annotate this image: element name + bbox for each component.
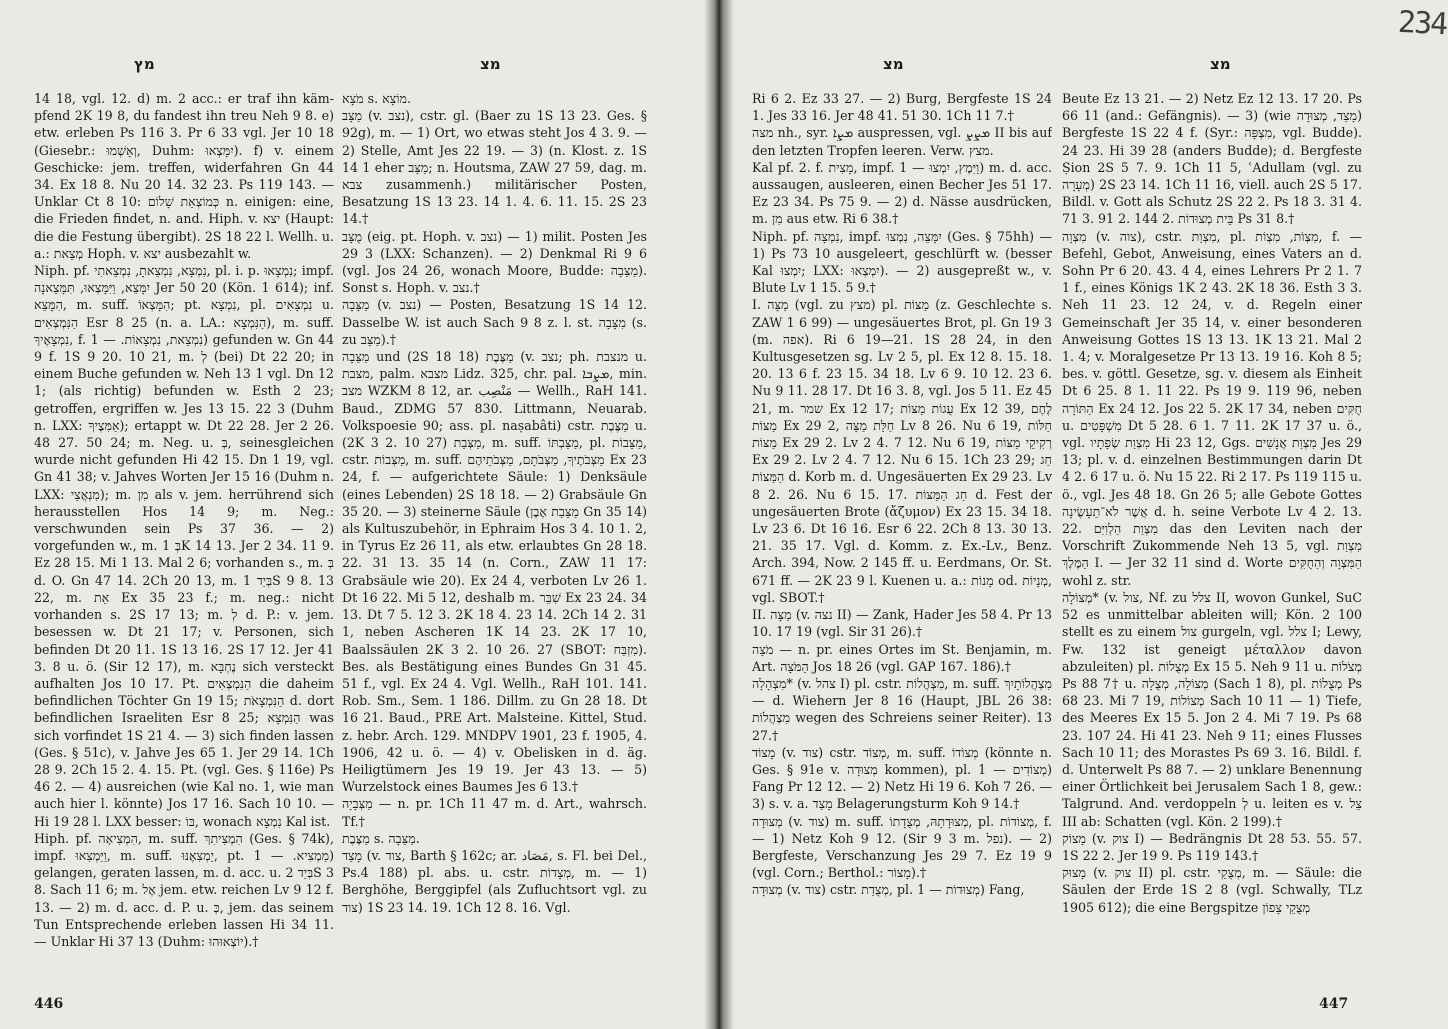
left-col2-entry-7: מַצֶּבֶת s. מַצֵּבָה. xyxy=(342,830,420,846)
left-col2-entry-2: מַצָּב (v. נצב), cstr. gl. (Baer zu 1S 13 23. Ges. § 92g), m. — 1) Ort, wo etwas steht Jos 4 3. 9. — 2) Stelle, Amt Jes 22 19. — 3) (n. Klost. z. 1S 14 1 eher מַצָּב; n. Houtsma, ZAW 27 59, dag. m. צבא zusammenh.) militärischer Posten, Besatzung 1S 13 23. 14 1. 4. 6. 11. 15. 2S 23 14.† xyxy=(342,108,647,227)
right-col1-entry-10: מְצוּדָה (v. צוד) m. suff. מְצוּדָתָהּ, מְצֻדָתוֹ, pl. מְצוֹדוֹת, f. — 1) Netz Koh 9 12. (Sir 9 3 m. נפל). — 2) Bergfeste, Verschanzung Jes 29 7. Ez 19 9 (vgl. Corn.; Berthol.: מָצוֹר).† xyxy=(752,813,1052,881)
right-page xyxy=(723,0,1448,1029)
left-page-column-1 xyxy=(34,90,334,990)
right-col1-entry-8: מִצְהָלָה* (v. צהל I) pl. cstr. מִצְהֲלוֹת, m. suff. מִצְהֲלוֹתָיִךְ — d. Wiehern Jer 8 16 (Haupt, JBL 26 38: מִצְהֲלוֹת wegen des Schreiens seiner Reiter). 13 27.† xyxy=(752,675,1052,743)
right-col1-entry-7: מֹצָה — n. pr. eines Ortes im St. Benjamin, m. Art. הַמֹּצָה Jos 18 26 (vgl. GAP 167. 186).† xyxy=(752,641,1052,674)
right-col1-entry-1: Ri 6 2. Ez 33 27. — 2) Burg, Bergfeste 1S 24 1. Jes 33 16. Jer 48 41. 51 30. 1Ch 11 7.† xyxy=(752,91,1052,124)
running-head-right-outer: מצ xyxy=(1210,55,1231,73)
left-col1-para-3: Hiph. pf. הִמְצִיאָה, m. suff. הִמְצִיתִךְ (Ges. § 74k), impf. וַיַּמְצִאוּ, m. suff. יַמְצִאֶנּוּ, pt. מַמְצִיא. — 1) gelangen, geraten lassen, m. d. acc. u. בְּיַד 2S 3 8. Sach 11 6; m. אֶל jem. etw. reichen Lv 9 12 f. 13. — 2) m. d. acc. d. P. u. כְּ, jem. das seinem Tun Entsprechende erleben lassen Hi 34 11. — Unklar Hi 37 13 (Duhm: יוֹצְאוּהוּ).† xyxy=(34,830,334,949)
left-col1-para-1: 14 18, vgl. 12. d) m. 2 acc.: er traf ihn käm-pfend 2K 19 8, du fandest ihn treu Neh 9 8. e) etw. erleben Ps 116 3. Pr 6 33 vgl. Jer 10 18 (Giesebr.: וְאָשְׁמוּ, Duhm: יִמָּצְאוּ). f) v. einem Geschicke: jem. treffen, widerfahren Gn 44 34. Ex 18 8. Nu 20 14. 32 23. Ps 119 143. — Unklar Ct 8 10: כְּמוֹצְאֵת שָׁלוֹם n. einigen: eine, die Frieden findet, n. and. Hiph. v. יצא (Haupt: die die Festung übergibt). 2S 18 22 l. Wellh. u. a.: מְצֵאת Hoph. v. יצא ausbezahlt w. xyxy=(34,91,334,261)
running-head-left-outer: מץ xyxy=(134,55,155,73)
right-col1-entry-11: מְצוּדָה (v. צוד) cstr. מְצֻדַת, pl. מְצוּדוֹת — 1) Fang, xyxy=(752,882,1025,898)
right-page-column-1 xyxy=(752,90,1052,990)
right-col1-entry-4: Niph. pf. נִמְצָה, impf. יִמָּצֵה, נִמְצוּ (Ges. § 75hh) — 1) Ps 73 10 ausgeleert, geschlürft w. (besser Kal יִמְצוּ; LXX: יִמְצְאוּ). — 2) ausgepreßt w., v. Blute Lv 1 15. 5 9.† xyxy=(752,228,1052,296)
left-col1-para-2: Niph. pf. נִמְצָא, נִמְצֵאתָ, נִמְצֵאתִי, pl. i. p. נִמְצָאוּ; impf. יִמָּצֵא, וַיִּמָּצְאוּ, תִּמָּצֵאנָה Jer 50 20 (Kön. 1 614); inf. הִמָּצֵא, m. suff. הִמָּצְאוֹ; pt. נִמְצָא, pl. נִמְצָאִים u. הַנִּמְצְאִים Esr 8 25 (n. a. LA.: הַנִּמְצָא), m. suff. נִמְצָאֶיךָ, f. נִמְצֵאת, נִמְצָאוֹת. — 1) gefunden w. Gn 44 9 f. 1S 9 20. 10 21, m. לְ (bei) Dt 22 20; in einem Buche gefunden w. Neh 13 1 vgl. Dn 12 1; (als richtig) befunden w. Esth 2 23; getroffen, ergriffen w. Jes 13 15. 22 3 (Duhm n. LXX: אַמִּצֶיךָ); ertappt w. Dt 22 28. Jer 2 26. 48 27. 50 24; m. Neg. u. בְּ, seinesgleichen wurde nicht gefunden Hi 42 15. Dn 1 19, vgl. Gn 41 38; v. Jahves Worten Jer 15 16 (Duhm n. LXX: מִנְאֲצַי); m. מִן als v. jem. herrührend sich herausstellen Hos 14 9; m. Neg.: verschwunden sein Ps 37 36. — 2) vorgefunden w., m. בְּ 1K 14 13. Jer 2 34. 11 9. Ez 28 15. Mi 1 13. Mal 2 6; vorhanden s., m. בְּ d. O. Gn 47 14. 2Ch 20 13, m. בְּיַד 1S 9 8. 13 22, m. אֵת Ex 35 23 f.; m. neg.: nicht vorhanden s. 2S 17 13; m. לְ d. P.: v. jem. besessen w. Dt 21 17; v. Personen, sich befinden Dt 20 11. 1S 13 16. 2S 17 12. Jer 41 3. 8 u. ö. (Sir 12 17), m. נֶחְבָּא sich versteckt aufhalten Jos 10 17. Pt. הַנִּמְצְאִים die daheim befindlichen Töchter Gn 19 15; הַנִּמְצָאֹת d. dort befindlichen Israeliten Esr 8 25; הַנִּמְצָא was sich vorfindet 1S 21 4. — 3) sich finden lassen (Ges. § 51c), v. Jahve Jes 65 1. Jer 29 14. 1Ch 28 9. 2Ch 15 2. 4. 15. Pt. (vgl. Ges. § 116e) Ps 46 2. — 4) ausreichen (wie Kal no. 1, wie man auch hier l. könnte) Jos 17 16. Sach 10 10. — Hi 19 28 l. LXX besser: בּוֹ, wonach נִמְצָא Kal ist. xyxy=(34,263,334,829)
right-col2-entry-4: מָצוֹק (v. צוק I) — Bedrängnis Dt 28 53. 55. 57. 1S 22 2. Jer 19 9. Ps 119 143.† xyxy=(1062,830,1362,863)
right-page-number: 447 xyxy=(1319,996,1349,1012)
right-col2-entry-1: Beute Ez 13 21. — 2) Netz Ez 12 13. 17 20. Ps 66 11 (and.: Gefängnis). — 3) (wie מָצַד, מְצוּדָה) Bergfeste 1S 22 4 f. (Syr.: מִצְפָּה, vgl. Budde). 24 23. Hi 39 28 (anders Budde); d. Bergfeste Ṣion 2S 5 7. 9. 1Ch 11 5, ʿAdullam (vgl. zu מְעָרָה) 2S 23 14. 1Ch 11 16, viell. auch 2S 5 17. Bildl. v. Gott als Schutz 2S 22 2. Ps 18 3. 31 4. 71 3. 91 2. 144 2. בֵּית מְצוּדוֹת Ps 31 8.† xyxy=(1062,91,1362,227)
running-head-right-inner: מצ xyxy=(883,55,904,73)
right-col1-entry-9: מָצוֹד (v. צוד) cstr. מְצוֹד, m. suff. מְצוֹדוֹ (könnte n. Ges. § 91e v. מְצוּדָה kommen), pl. מְצוֹדִים — 1) Fang Pr 12 12. — 2) Netz Hi 19 6. Koh 7 26. — 3) s. v. a. מָצַד Belagerungsturm Koh 9 14.† xyxy=(752,744,1052,812)
right-col2-entry-2: מִצְוָה (v. צוה), cstr. מִצְוַת, pl. מִצְוֹת, מִצְוֹת, f. — Befehl, Gebot, Anweisung, eines Vaters an d. Sohn Pr 6 20. 43. 4 4, eines Lehrers Pr 2 1. 7 1 f., eines Königs 1K 2 43. 2K 18 36. Esth 3 3. Neh 11 23. 12 24, v. d. Regeln einer Gemeinschaft Jer 35 14, v. einer besonderen Anweisung Gottes 1S 13 13. 1K 13 21. Mal 2 1. 4; v. Moralgesetze Pr 13 13. 19 16. Koh 8 5; bes. v. göttl. Gesetze, sg. v. diesem als Einheit Dt 6 25. 8 1. 11 22. Ps 19 9. 119 96, neben הַתּוֹרָה Ex 24 12. Jos 22 5. 2K 17 34, neben חֻקִּים u. מִשְׁפָּטִים Dt 5 28. 6 1. 7 11. 2K 17 37 u. ö., vgl. מִצְוַת שְׂפָתָיו Hi 23 12, Ggs. מִצְוַת אֲנָשִׁים Jes 29 13; pl. v. d. einzelnen Bestimmungen darin Dt 4 2. 6 17 u. ö. Nu 15 22. Ri 2 17. Ps 119 115 u. ö., vgl. Jes 48 18. Gn 26 5; alle Gebote Gottes אֲשֶׁר לֹא־תֵעָשֶׂינָה d. h. seine Verbote Lv 4 2. 13. 22. מִצְוַת הַלְוִיִּם das den Leviten nach der Vorschrift Zukommende Neh 13 5, vgl. מִצְוַת הַמֶּלֶךְ I. — Jer 32 11 sind d. Worte הַמִּצְוָה וְהַחֻקִּים wohl z. str. xyxy=(1062,228,1362,588)
right-col2-entry-5: מָצוּק (v. צוק II) pl. cstr. מְצֻקֵי, m. — Säule: die Säulen der Erde 1S 2 8 (vgl. Schwally, TLz 1905 612); die eine Bergspitze מְצֻקֵי צָפוֹן xyxy=(1062,865,1362,915)
right-col1-entry-3: Kal pf. 2. f. מָצִית, impf. וַיִּמֶץ, יִמְצוּ — 1) m. d. acc. aussaugen, ausleeren, einen Becher Jes 51 17. Ez 23 34. Ps 75 9. — 2) d. Nässe ausdrücken, m. מִן aus etw. Ri 6 38.† xyxy=(752,159,1052,227)
right-col2-entry-3: מְצוֹלָה* (v. צול, Nf. zu צלל II, wovon Gunkel, SuC 52 es unmittelbar ableiten will; Kön. 2 100 stellt es zu einem צול gurgeln, vgl. צלל I; Lewy, Fw. 132 ist geneigt μέταλλον davon abzuleiten) pl. מְצֻלוֹת Ex 15 5. Neh 9 11 u. מְצֹלוֹת Ps 88 7† u. מְצוֹלָה, מְצֻלָה (Sach 1 8), pl. מְצֻלוֹת Ps 68 23. Mi 7 19, מְצוֹלוֹת Sach 10 11 — 1) Tiefe, des Meeres Ex 15 5. Jon 2 4. Mi 7 19. Ps 68 23. 107 24. Hi 41 23. Neh 9 11; eines Flusses Sach 10 11; des Morastes Ps 69 3. 16. Bildl. f. d. Unterwelt Ps 88 7. — 2) unklare Benennung einer Örtlichkeit bei Jerusalem Sach 1 8, gew.: Talgrund. And. verdoppeln לְ u. leiten es v. צֵל III ab: Schatten (vgl. Kön. 2 199).† xyxy=(1062,589,1362,829)
left-page-number: 446 xyxy=(34,996,64,1012)
right-col1-entry-5: I. מַצָּה (vgl. zu מצץ) pl. מַצּוֹת (z. Geschlechte s. ZAW 1 6 99) — ungesäuertes Brot, pl. Gn 19 3 (m. אפה). Ri 6 19—21. 1S 28 24, in den Kultusgesetzen sg. Lv 2 5, pl. Ex 12 8. 15. 18. 20. 13 6 f. 23 15. 34 18. Lv 6 9. 10 12. 23 6. Nu 9 11. 28 17. Dt 16 3. 8, vgl. Jos 5 11. Ez 45 21, m. שמר Ex 12 17; עֻגוֹת מַצּוֹת Ex 12 39, לֶחֶם מַצּוֹת Ex 29 2, חַלַּת מַצָּה Lv 8 26. Nu 6 19, חַלּוֹת מַצּוֹת Ex 29 2. Lv 2 4. 7 12. Nu 6 19, רְקִיקֵי מַצּוֹת Ex 29 2. Lv 2 4. 7 12. Nu 6 15. 1Ch 23 29; חַג הַמַּצּוֹת d. Korb m. d. Ungesäuerten Ex 29 23. Lv 8 2. 26. Nu 6 15. 17. חַג הַמַּצּוֹת d. Fest der ungesäuerten Brote (ἄζυμον) Ex 23 15. 34 18. Lv 23 6. Dt 16 16. Esr 6 22. 2Ch 8 13. 30 13. 21. 35 17. Vgl. d. Komm. z. Ex.-Lv., Benz. Arch. 394, Now. 2 145 ff. u. Eerdmans, Or. St. 671 ff. — 2K 23 9 l. Kuenen u. a.: מָנוֹת od. מְנָיוֹת, vgl. SBOT.† xyxy=(752,297,1052,605)
right-page-column-2 xyxy=(1062,90,1362,990)
left-col2-entry-8: מָצַד (v. צוד, Barth § 162c; ar. مَصَاد, s. Fl. bei Del., Ps.4 188) pl. abs. u. cstr. מְצָדוֹת, m. — 1) Berghöhe, Berggipfel (als Zufluchtsort vgl. zu צוד) 1S 23 14. 19. 1Ch 12 8. 16. Vgl. xyxy=(342,847,647,915)
left-page-column-2 xyxy=(342,90,647,990)
left-col2-entry-4: מַצָּבָה (v. נצב) — Posten, Besatzung 1S 14 12. Dasselbe W. ist auch Sach 9 8 z. l. st. מִצָּבָה (s. zu מַצָּב).† xyxy=(342,297,647,347)
book-gutter xyxy=(704,0,734,1029)
right-col1-entry-6: II. מַצָּה (v. נצה II) — Zank, Hader Jes 58 4. Pr 13 10. 17 19 (vgl. Sir 31 26).† xyxy=(752,607,1052,640)
running-head-left-inner: מצ xyxy=(480,55,501,73)
handwritten-page-annotation: 234 xyxy=(1397,4,1448,43)
left-col2-entry-5: מַצֵּבָה und (2S 18 18) מַצֶּבֶת (v. נצב; ph. מנצבת u. מצבת, palm. מצבא Lidz. 325, chr. pal. ܡܨܒܐ, min. מצב WZKM 8 12, ar. مَنْصِب — Wellh., RaH 141. Baud., ZDMG 57 830. Littmann, Neuarab. Volkspoesie 90; ass. pl. naṣabâti) cstr. מַצֶּבֶת u. (2K 3 2. 10 27) מַצְּבַת, m. suff. מַצַּבְתּוֹ, pl. מַצֵּבוֹת, cstr. מַצְּבוֹת, m. suff. מַצְּבֹתֶיךָ, מַצְּבֹתָם, מַצְּבֹתֵיהֶם Ex 23 24, f. — aufgerichtete Säule: 1) Denksäule (eines Lebenden) 2S 18 18. — 2) Grabsäule Gn 35 20. — 3) steinerne Säule (מַצֵּבַת אֶבֶן Gn 35 14) als Kultuszubehör, in Ephraim Hos 3 4. 10 1. 2, in Tyrus Ez 26 11, als etw. erlaubtes Gn 28 18. 22. 31 13. 35 14 (n. Corn., ZAW 11 17: Grabsäule wie 20). Ex 24 4, verboten Lv 26 1. Dt 16 22. Mi 5 12, deshalb m. שִׁבֵּר Ex 23 24. 34 13. Dt 7 5. 12 3. 2K 18 4. 23 14. 2Ch 14 2. 31 1, neben Ascheren 1K 14 23. 2K 17 10, Baalssäulen 2K 3 2. 10 26. 27 (SBOT: מִזְבַּח). Bes. als Bestätigung eines Bundes Gn 31 45. 51 f., vgl. Ex 24 4. Vgl. Wellh., RaH 101. 141. Rob. Sm., Sem. 1 186. Dillm. zu Gn 28 18. Dt 16 21. Baud., PRE Art. Malsteine. Kittel, Stud. z. hebr. Arch. 129. MNDPV 1901, 23 f. 1905, 4. 1906, 42 u. ö. — 4) v. Obelisken in d. äg. Heiligtümern Jes 19 19. Jer 43 13. — 5) Wurzelstock eines Baumes Jes 6 13.† xyxy=(342,349,647,795)
right-col1-entry-2: מצה nh., syr. ܡܨܐ auspressen, vgl. ܡܨܨ II bis auf den letzten Tropfen leeren. Verw. מצץ. xyxy=(752,125,1052,158)
left-page xyxy=(0,0,715,1029)
left-col2-entry-6: מַצְּבָיָה — n. pr. 1Ch 11 47 m. d. Art., wahrsch. Tf.† xyxy=(342,796,647,829)
left-col2-entry-3: מֻצָּב (eig. pt. Hoph. v. נצב) — 1) milit. Posten Jes 29 3 (LXX: Schanzen). — 2) Denkmal Ri 9 6 (vgl. Jos 24 26, wonach Moore, Budde: מַצֵּבָה). Sonst s. Hoph. v. נצב.† xyxy=(342,228,647,296)
left-col2-entry-1: מֹצָא s. מוֹצָא. xyxy=(342,91,411,106)
